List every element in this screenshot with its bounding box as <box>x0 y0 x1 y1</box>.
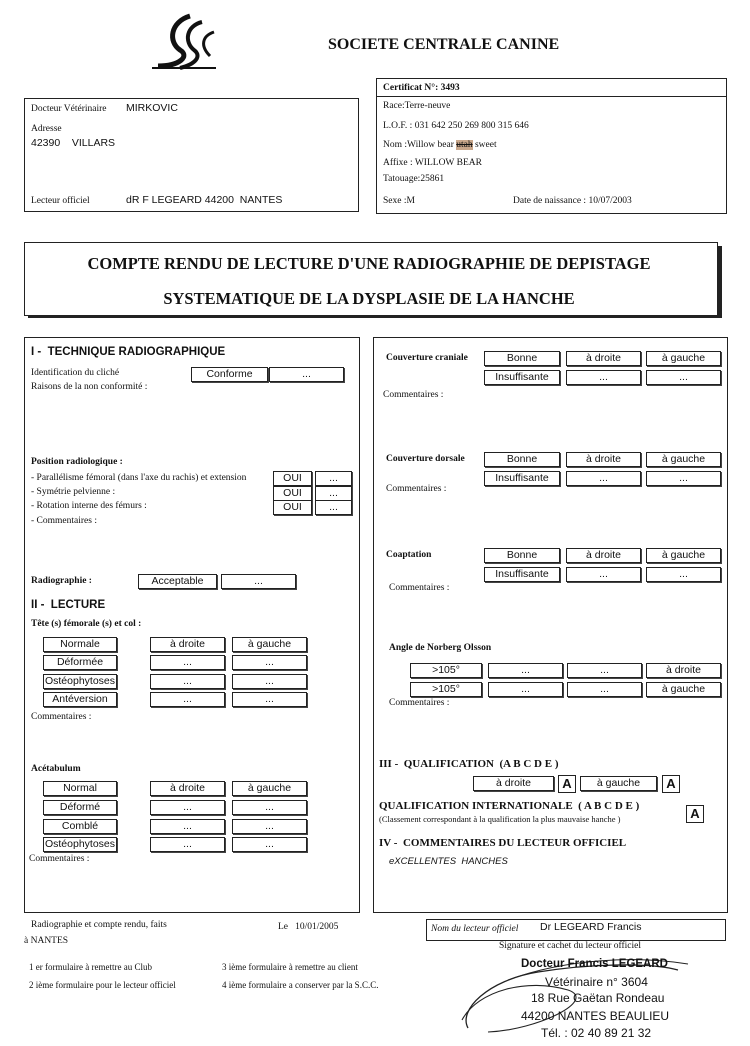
non-conform-label: Raisons de la non conformité : <box>31 382 148 392</box>
intl-grade[interactable]: A <box>686 805 704 823</box>
symmetry-other[interactable]: ... <box>315 486 352 501</box>
acetabulum-comments-label: Commentaires : <box>29 854 90 864</box>
qualification-left-grade[interactable]: A <box>662 775 680 793</box>
acetabulum-deformed[interactable]: Déformé <box>43 800 117 815</box>
acetabulum-label: Acétabulum <box>31 764 81 774</box>
norberg-right[interactable]: à droite <box>646 663 721 678</box>
acetabulum-deformed-right[interactable]: ... <box>150 800 225 815</box>
head-normal-left[interactable]: à gauche <box>232 637 307 652</box>
norberg-other-2b[interactable]: ... <box>567 682 642 697</box>
comments-value: eXCELLENTES HANCHES <box>389 856 508 867</box>
acetabulum-filled-right[interactable]: ... <box>150 819 225 834</box>
rotation-oui[interactable]: OUI <box>273 500 312 515</box>
dog-name-suffix: sweet <box>472 140 497 150</box>
vet-name: MIRKOVIC <box>126 102 178 114</box>
coaptation-insufficient-right[interactable]: ... <box>566 567 641 582</box>
parallelism-oui[interactable]: OUI <box>273 471 312 486</box>
qualification-right-label: à droite <box>473 776 554 791</box>
reader-value: dR F LEGEARD 44200 NANTES <box>126 194 283 206</box>
coaptation-label: Coaptation <box>386 550 432 560</box>
identification-value[interactable]: Conforme <box>191 367 268 382</box>
dorsal-insufficient-left[interactable]: ... <box>646 471 721 486</box>
head-osteophytes-right[interactable]: ... <box>150 674 225 689</box>
org-name: SOCIETE CENTRALE CANINE <box>328 36 560 53</box>
dorsal-insufficient-right[interactable]: ... <box>566 471 641 486</box>
acetabulum-osteophytes-left[interactable]: ... <box>232 837 307 852</box>
acetabulum-filled-left[interactable]: ... <box>232 819 307 834</box>
norberg-label: Angle de Norberg Olsson <box>389 643 492 653</box>
birth-date: Date de naissance : 10/07/2003 <box>513 196 632 206</box>
radiography-value[interactable]: Acceptable <box>138 574 217 589</box>
certificate-number: Certificat N°: 3493 <box>383 83 460 93</box>
cranial-right[interactable]: à droite <box>566 351 641 366</box>
acetabulum-osteophytes-right[interactable]: ... <box>150 837 225 852</box>
tattoo: Tatouage:25861 <box>383 174 445 184</box>
norberg-other-1b[interactable]: ... <box>567 663 642 678</box>
norberg-other-1a[interactable]: ... <box>488 663 563 678</box>
cranial-insufficient-right[interactable]: ... <box>566 370 641 385</box>
dorsal-right[interactable]: à droite <box>566 452 641 467</box>
address-label: Adresse <box>31 124 62 134</box>
qualification-right-grade[interactable]: A <box>558 775 576 793</box>
title-line2: SYSTEMATIQUE DE LA DYSPLASIE DE LA HANCHE <box>163 289 575 308</box>
comments-heading: IV - COMMENTAIRES DU LECTEUR OFFICIEL <box>379 837 627 849</box>
copy-3: 3 ième formulaire à remettre au client <box>222 962 358 972</box>
head-normal[interactable]: Normale <box>43 637 117 652</box>
certificate-divider <box>376 96 726 97</box>
parallelism-other[interactable]: ... <box>315 471 352 486</box>
acetabulum-normal[interactable]: Normal <box>43 781 117 796</box>
copy-2: 2 ième formulaire pour le lecteur officiel <box>29 980 176 990</box>
head-deformed-left[interactable]: ... <box>232 655 307 670</box>
address-value: 42390 VILLARS <box>31 137 116 149</box>
signature-label: Signature et cachet du lecteur officiel <box>499 941 641 951</box>
done-label: Radiographie et compte rendu, faits <box>31 920 167 930</box>
coaptation-comments-label: Commentaires : <box>389 583 450 593</box>
dorsal-good[interactable]: Bonne <box>484 452 560 467</box>
done-place: à NANTES <box>24 936 69 946</box>
head-normal-right[interactable]: à droite <box>150 637 225 652</box>
head-deformed-right[interactable]: ... <box>150 655 225 670</box>
norberg-other-2a[interactable]: ... <box>488 682 563 697</box>
cranial-label: Couverture craniale <box>386 353 468 363</box>
copy-1: 1 er formulaire à remettre au Club <box>29 962 152 972</box>
title-line1: COMPTE RENDU DE LECTURE D'UNE RADIOGRAPHIE DE DEPISTAGE <box>87 254 651 273</box>
dog-name <box>383 140 497 150</box>
vet-label: Docteur Vétérinaire <box>31 104 107 114</box>
norberg-value-1[interactable]: >105° <box>410 663 482 678</box>
intl-note: (Classement correspondant à la qualification la plus mauvaise hanche ) <box>379 814 621 824</box>
scc-logo-icon <box>150 12 220 70</box>
coaptation-insufficient[interactable]: Insuffisante <box>484 567 560 582</box>
rotation-other[interactable]: ... <box>315 500 352 515</box>
head-anteversion-right[interactable]: ... <box>150 692 225 707</box>
qualification-left-label: à gauche <box>580 776 657 791</box>
stamp-line2: Vétérinaire n° 3604 <box>545 975 648 989</box>
acetabulum-filled[interactable]: Comblé <box>43 819 117 834</box>
acetabulum-deformed-left[interactable]: ... <box>232 800 307 815</box>
qualification-heading: III - QUALIFICATION (A B C D E ) <box>379 758 559 770</box>
head-osteophytes[interactable]: Ostéophytoses <box>44 675 116 687</box>
report-date: Le 10/01/2005 <box>278 922 339 932</box>
dorsal-left[interactable]: à gauche <box>646 452 721 467</box>
intl-heading: QUALIFICATION INTERNATIONALE ( A B C D E ) <box>379 800 640 812</box>
head-deformed[interactable]: Déformée <box>43 655 117 670</box>
stamp-line5: Tél. : 02 40 89 21 32 <box>541 1026 652 1040</box>
rotation-label: - Rotation interne des fémurs : <box>31 501 147 511</box>
sex: Sexe :M <box>383 196 415 206</box>
dorsal-insufficient[interactable]: Insuffisante <box>484 471 560 486</box>
head-osteophytes-left[interactable]: ... <box>232 674 307 689</box>
dog-name-prefix: Nom :Willow bear <box>383 140 457 150</box>
lof-number: L.O.F. : 031 642 250 269 800 315 646 <box>383 121 529 131</box>
cranial-good[interactable]: Bonne <box>484 351 560 366</box>
coaptation-insufficient-left[interactable]: ... <box>646 567 721 582</box>
stamp-line3: 18 Rue Gaëtan Rondeau <box>531 991 665 1005</box>
norberg-comments-label: Commentaires : <box>389 698 450 708</box>
dog-name-struck: utah <box>456 140 473 150</box>
symmetry-label: - Symétrie pelvienne : <box>31 487 116 497</box>
radiography-label: Radiographie : <box>31 576 92 586</box>
technique-heading: I - TECHNIQUE RADIOGRAPHIQUE <box>31 346 226 358</box>
norberg-value-2[interactable]: >105° <box>410 682 482 697</box>
cranial-insufficient[interactable]: Insuffisante <box>484 370 560 385</box>
head-comments-label: Commentaires : <box>31 712 92 722</box>
identification-label: Identification du cliché <box>31 368 120 378</box>
copy-4: 4 ième formulaire a conserver par la S.C.C. <box>222 980 379 990</box>
reader-label: Lecteur officiel <box>31 196 90 206</box>
coaptation-left[interactable]: à gauche <box>646 548 721 563</box>
right-panel <box>373 337 728 913</box>
lecture-heading: II - LECTURE <box>31 599 106 611</box>
head-label: Tête (s) fémorale (s) et col : <box>31 619 142 629</box>
stamp-line1: Docteur Francis LEGEARD <box>521 958 668 970</box>
symmetry-oui[interactable]: OUI <box>273 486 312 501</box>
cranial-insufficient-left[interactable]: ... <box>646 370 721 385</box>
affix: Affixe : WILLOW BEAR <box>383 158 482 168</box>
acetabulum-osteophytes[interactable]: Ostéophytoses <box>44 838 116 850</box>
technique-comments-label: - Commentaires : <box>31 516 97 526</box>
reader-name: Dr LEGEARD Francis <box>540 921 642 933</box>
reader-name-label: Nom du lecteur officiel <box>431 924 519 934</box>
dorsal-label: Couverture dorsale <box>386 454 465 464</box>
identification-other[interactable]: ... <box>269 367 344 382</box>
acetabulum-normal-right[interactable]: à droite <box>150 781 225 796</box>
coaptation-good[interactable]: Bonne <box>484 548 560 563</box>
norberg-left[interactable]: à gauche <box>646 682 721 697</box>
radiography-other[interactable]: ... <box>221 574 296 589</box>
cranial-left[interactable]: à gauche <box>646 351 721 366</box>
head-anteversion[interactable]: Antéversion <box>43 692 117 707</box>
coaptation-right[interactable]: à droite <box>566 548 641 563</box>
dorsal-comments-label: Commentaires : <box>386 484 447 494</box>
stamp-line4: 44200 NANTES BEAULIEU <box>521 1009 670 1023</box>
breed: Race:Terre-neuve <box>383 101 451 111</box>
cranial-comments-label: Commentaires : <box>383 390 444 400</box>
head-anteversion-left[interactable]: ... <box>232 692 307 707</box>
parallelism-label: - Parallélisme fémoral (dans l'axe du rachis) et extension <box>31 473 247 483</box>
acetabulum-normal-left[interactable]: à gauche <box>232 781 307 796</box>
position-label: Position radiologique : <box>31 457 123 467</box>
